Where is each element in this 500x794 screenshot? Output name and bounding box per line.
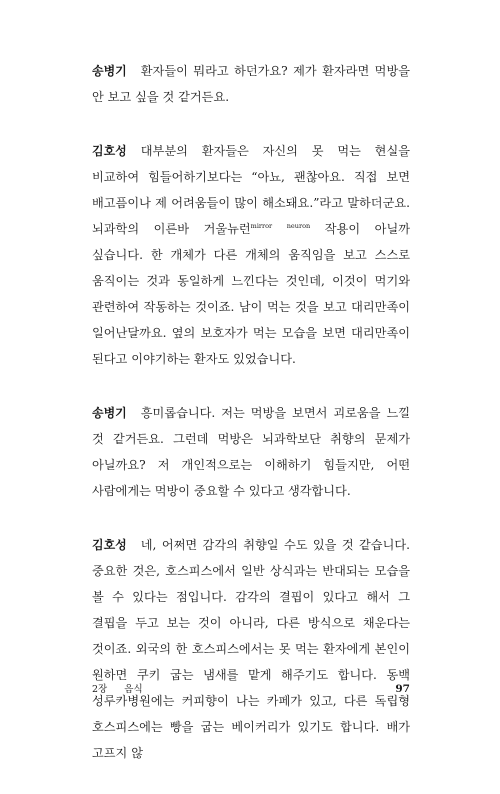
dialogue-text bbox=[92, 400, 410, 504]
utterance: 흥미롭습니다. 저는 먹방을 보면서 괴로움을 느낄 것 같거든요. 그런데 먹방은 뇌과학보단 취향의 문제가 아닐까요? 저 개인적으로는 이해하기 힘들지만, 어떤 사람에게는 먹방이 중요할 수 있다고 생각합니다. bbox=[92, 406, 410, 498]
page-footer bbox=[92, 681, 410, 695]
dialogue-text bbox=[92, 532, 410, 766]
speaker-name: 송병기 bbox=[92, 406, 127, 420]
section-label: 음식 bbox=[124, 684, 143, 695]
running-footer bbox=[92, 681, 157, 695]
speaker-name: 김호성 bbox=[92, 538, 127, 552]
utterance: 네, 어쩌면 감각의 취향일 수도 있을 것 같습니다. 중요한 것은, 호스피스에서 일반 상식과는 반대되는 모습을 볼 수 있다는 점입니다. 감각의 결핍이 있다고 해서 그 결핍을 두고 보는 것이 아니라, 다른 방식으로 채운다는 것이죠. 외국의 한 호스피스에서는 못 먹는 환자에게 본인이 원하면 쿠키 굽는 냄새를 맡게 해주기도 합니다. 동백 성루카병원에는 커피향이 나는 카페가 있고, 다른 독립형 호스피스에는 빵을 굽는 베이커리가 있기도 합니다. 배가 고프지 않 bbox=[92, 538, 410, 760]
speaker-name: 김호성 bbox=[92, 144, 127, 158]
utterance-continued: 작용이 아닐까 싶습니다. 한 개체가 다른 개체의 움직임을 보고 스스로 움직이는 것과 동일하게 느낀다는 것인데, 이것이 먹기와 관련하여 작동하는 것이죠. 남이 먹는 것을 보고 대리만족이 일어난달까요. 옆의 보호자가 먹는 모습을 보면 대리만족이 된다고 이야기하는 환자도 있었습니다. bbox=[92, 222, 410, 366]
dialogue-block bbox=[92, 138, 410, 372]
superscript-annotation: neuron bbox=[286, 221, 311, 230]
utterance: 대부분의 환자들은 자신의 못 먹는 현실을 비교하여 힘들어하기보다는 “아뇨, 괜찮아요. 직접 보면 배고픔이나 제 어려움들이 많이 해소돼요.”라고 말하더군요. 뇌과학의 이른바 거울뉴런 bbox=[92, 144, 410, 236]
dialogue-text bbox=[92, 58, 410, 110]
chapter-label: 2장 bbox=[92, 684, 108, 695]
page-number: 97 bbox=[395, 683, 410, 695]
speaker-name: 송병기 bbox=[92, 64, 127, 78]
dialogue-block bbox=[92, 400, 410, 504]
dialogue-text bbox=[92, 138, 410, 372]
dialogue-block bbox=[92, 58, 410, 110]
superscript-annotation: mirror bbox=[250, 221, 273, 230]
utterance: 환자들이 뭐라고 하던가요? 제가 환자라면 먹방을 안 보고 싶을 것 같거든요. bbox=[92, 64, 410, 104]
dialogue-block bbox=[92, 532, 410, 766]
